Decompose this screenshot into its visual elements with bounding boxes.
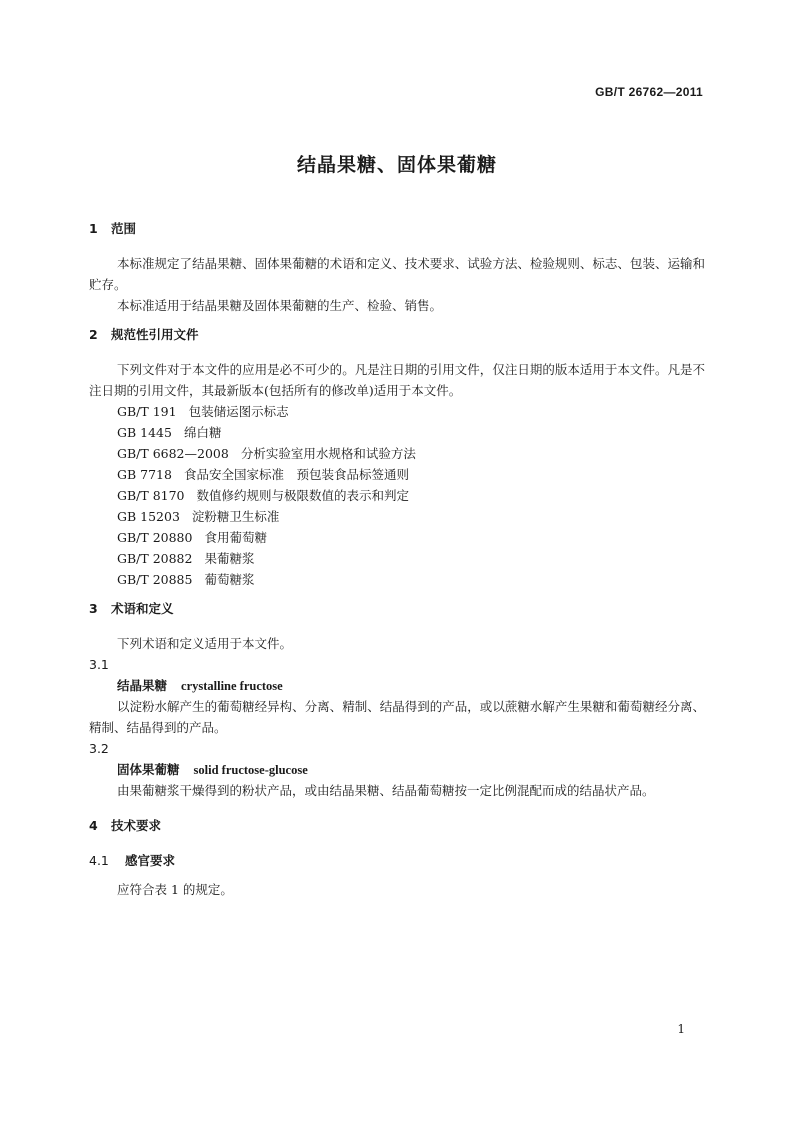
section-title: 术语和定义: [111, 601, 174, 616]
section-title: 规范性引用文件: [111, 327, 199, 342]
term-definition: 由果葡糖浆干燥得到的粉状产品，或由结晶果糖、结晶葡萄糖按一定比例混配而成的结晶状产品。: [117, 783, 655, 798]
document-title: 结晶果糖、固体果葡糖: [296, 154, 497, 176]
reference-item: GB/T 20880 食用葡萄糖: [117, 530, 267, 545]
section-title: 技术要求: [111, 818, 162, 833]
term-heading: [89, 675, 705, 696]
section-3-heading: [89, 598, 705, 619]
reference-item: GB/T 20885 葡萄糖浆: [117, 572, 255, 587]
section-title: 范围: [111, 221, 137, 236]
standard-code: GB/T 26762—2011: [595, 85, 703, 99]
subsection-4-1-heading: [89, 850, 705, 871]
reference-item: GB/T 191 包装储运图示标志: [117, 404, 289, 419]
document-body: [89, 218, 705, 900]
reference-item: GB/T 8170 数值修约规则与极限数值的表示和判定: [117, 488, 410, 503]
term-en: solid fructose-glucose: [193, 763, 308, 777]
paragraph: 下列文件对于本文件的应用是必不可少的。凡是注日期的引用文件，仅注日期的版本适用于本文件。凡是不注日期的引用文件，其最新版本(包括所有的修改单)适用于本文件。: [89, 362, 705, 398]
section-1-heading: [89, 218, 705, 239]
section-number: 4: [89, 818, 98, 833]
section-number: 3: [89, 601, 98, 616]
subsection-title: 感官要求: [125, 853, 176, 868]
term-zh: 结晶果糖: [117, 678, 168, 693]
term-number: 3.2: [89, 741, 109, 756]
reference-item: GB/T 6682—2008 分析实验室用水规格和试验方法: [117, 446, 416, 461]
paragraph: 应符合表 1 的规定。: [117, 882, 233, 897]
page-number: 1: [677, 1022, 685, 1036]
term-number: 3.1: [89, 657, 109, 672]
reference-item: GB 1445 绵白糖: [117, 425, 222, 440]
section-number: 1: [89, 221, 98, 236]
subsection-number: 4.1: [89, 853, 109, 868]
reference-item: GB 15203 淀粉糖卫生标准: [117, 509, 280, 524]
term-heading: [89, 759, 705, 780]
section-2-heading: [89, 324, 705, 345]
term-zh: 固体果葡糖: [117, 762, 180, 777]
term-definition: 以淀粉水解产生的葡萄糖经异构、分离、精制、结晶得到的产品，或以蔗糖水解产生果糖和葡萄糖经分离、精制、结晶得到的产品。: [89, 699, 705, 735]
term-en: crystalline fructose: [181, 679, 283, 693]
reference-item: GB 7718 食品安全国家标准 预包装食品标签通则: [117, 467, 409, 482]
reference-item: GB/T 20882 果葡糖浆: [117, 551, 255, 566]
section-4-heading: [89, 815, 705, 836]
section-number: 2: [89, 327, 98, 342]
paragraph: 本标准适用于结晶果糖及固体果葡糖的生产、检验、销售。: [117, 298, 443, 313]
paragraph: 本标准规定了结晶果糖、固体果葡糖的术语和定义、技术要求、试验方法、检验规则、标志、包装、运输和贮存。: [89, 256, 705, 292]
paragraph: 下列术语和定义适用于本文件。: [117, 636, 293, 651]
